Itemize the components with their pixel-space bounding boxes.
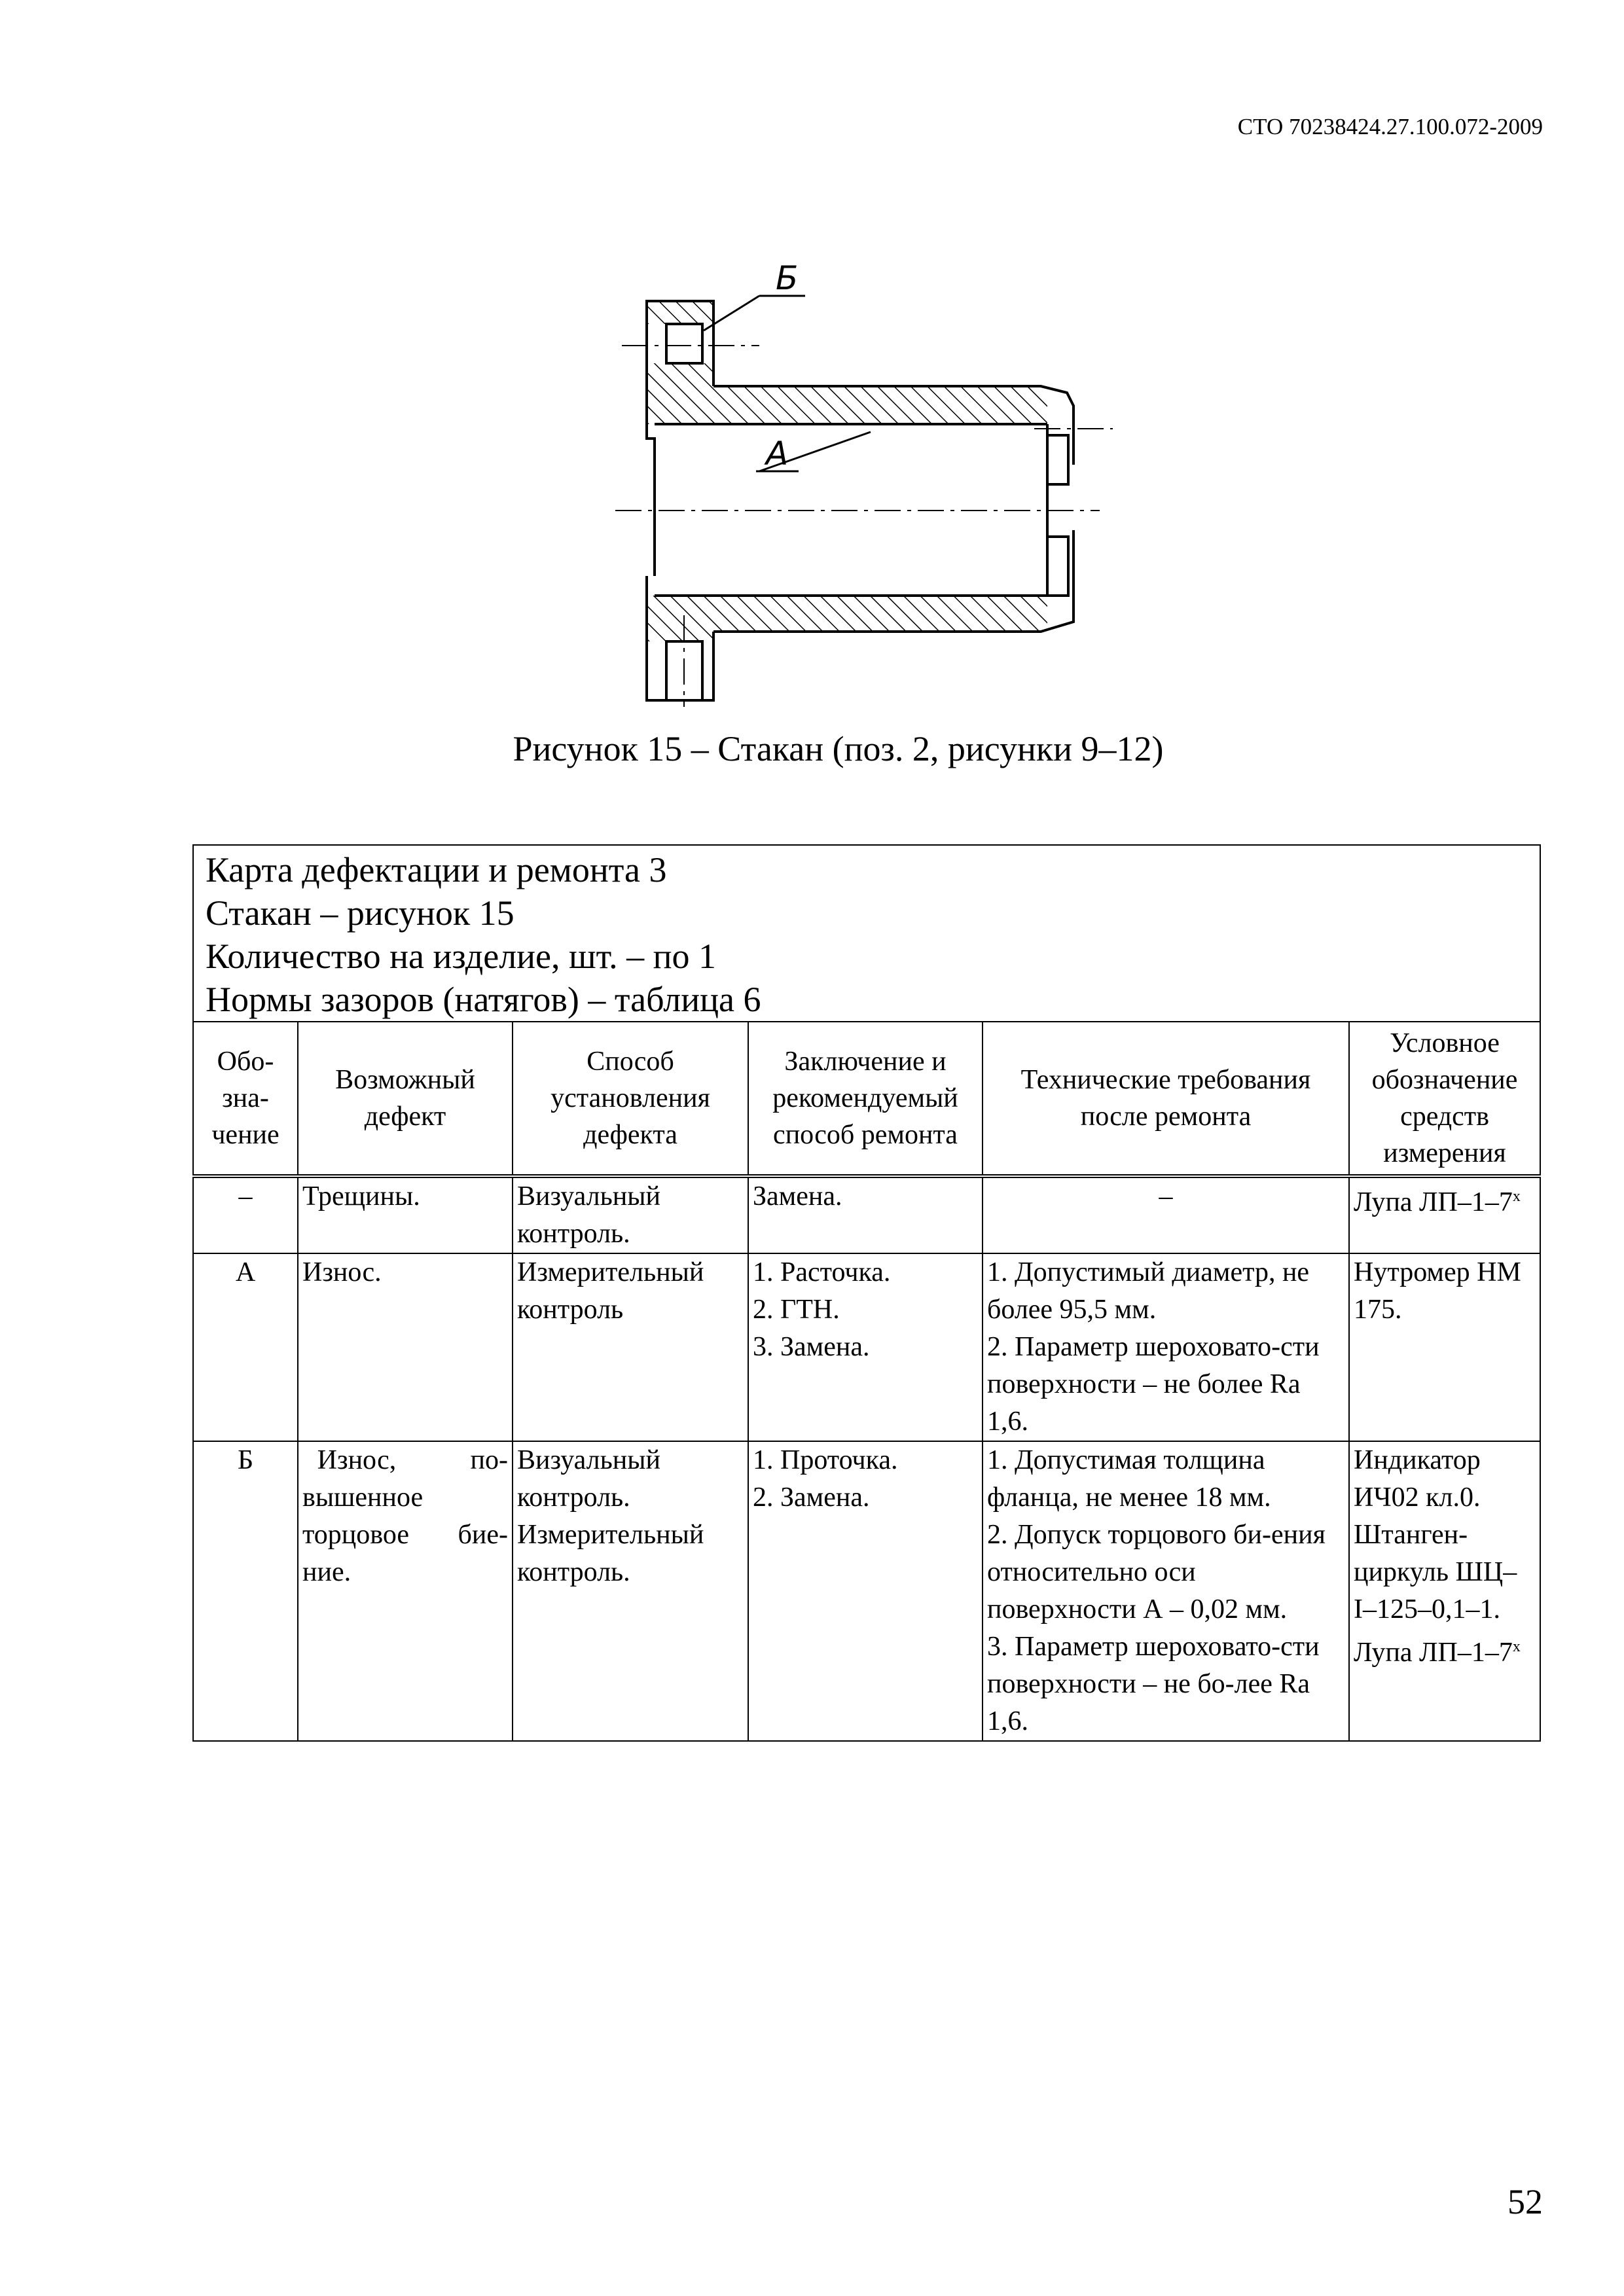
figure-caption: Рисунок 15 – Стакан (поз. 2, рисунки 9–12) xyxy=(513,729,1164,768)
card-part: Стакан – рисунок 15 xyxy=(206,893,514,933)
cell-method: Визуальный контроль. Измерительный контроль. xyxy=(513,1441,748,1741)
page-number: 52 xyxy=(1507,2182,1543,2221)
tools-superscript: х xyxy=(1512,1188,1521,1205)
card-quantity: Количество на изделие, шт. – по 1 xyxy=(206,937,717,976)
cell-conclusion: 1. Расточка. 2. ГТН. 3. Замена. xyxy=(748,1253,983,1441)
cell-tools xyxy=(1349,1253,1540,1441)
document-code: СТО 70238424.27.100.072-2009 xyxy=(1237,114,1543,139)
cell-defect: Износ. xyxy=(298,1253,513,1441)
col-header-defect: Возможный дефект xyxy=(298,1022,513,1176)
cell-mark: А xyxy=(193,1253,298,1441)
cell-tools xyxy=(1349,1176,1540,1253)
tools-text: Нутромер НМ 175. xyxy=(1354,1257,1521,1325)
cell-defect: Износ, по-вышенное торцовое бие-ние. xyxy=(298,1441,513,1741)
col-header-designation: Обо- зна- чение xyxy=(193,1022,298,1176)
label-a: А xyxy=(766,435,789,473)
cell-method: Визуальный контроль. xyxy=(513,1176,748,1253)
cell-requirements: 1. Допустимый диаметр, не более 95,5 мм. 2. Параметр шероховато-сти поверхности – не более Ra 1,6. xyxy=(983,1253,1349,1441)
col-header-requirements: Технические требования после ремонта xyxy=(983,1022,1349,1176)
cell-conclusion: Замена. xyxy=(748,1176,983,1253)
cell-conclusion: 1. Проточка. 2. Замена. xyxy=(748,1441,983,1741)
cell-tools xyxy=(1349,1441,1540,1741)
tools-text: Лупа ЛП–1–7 xyxy=(1354,1187,1513,1217)
column-header-row xyxy=(193,1022,1540,1176)
cell-mark: – xyxy=(193,1176,298,1253)
defect-card-table xyxy=(192,844,1540,1742)
cell-requirements: – xyxy=(983,1176,1349,1253)
col-header-method: Способ установления дефекта xyxy=(513,1022,748,1176)
table-row xyxy=(193,1441,1540,1741)
cell-requirements: 1. Допустимая толщина фланца, не менее 18 мм. 2. Допуск торцового би-ения относительно оси поверхности А – 0,02 мм. 3. Параметр шероховато-сти поверхности – не бо-лее Ra 1,6. xyxy=(983,1441,1349,1741)
col-header-tools: Условное обозначение средств измерения xyxy=(1349,1022,1540,1176)
sleeve-drawing xyxy=(589,249,1139,707)
table-row xyxy=(193,1253,1540,1441)
cell-method: Измерительный контроль xyxy=(513,1253,748,1441)
table-row xyxy=(193,1176,1540,1253)
card-header xyxy=(193,845,1540,1022)
card-clearances: Нормы зазоров (натягов) – таблица 6 xyxy=(206,980,761,1019)
card-title: Карта дефектации и ремонта 3 xyxy=(206,850,667,889)
tools-text: Индикатор ИЧ02 кл.0. Штанген-циркуль ШЦ–I–125–0,1–1. Лупа ЛП–1–7 xyxy=(1354,1445,1517,1668)
label-b: Б xyxy=(776,259,799,297)
col-header-conclusion: Заключение и рекомендуемый способ ремонта xyxy=(748,1022,983,1176)
tools-superscript: х xyxy=(1512,1638,1521,1655)
cell-defect: Трещины. xyxy=(298,1176,513,1253)
cell-mark: Б xyxy=(193,1441,298,1741)
